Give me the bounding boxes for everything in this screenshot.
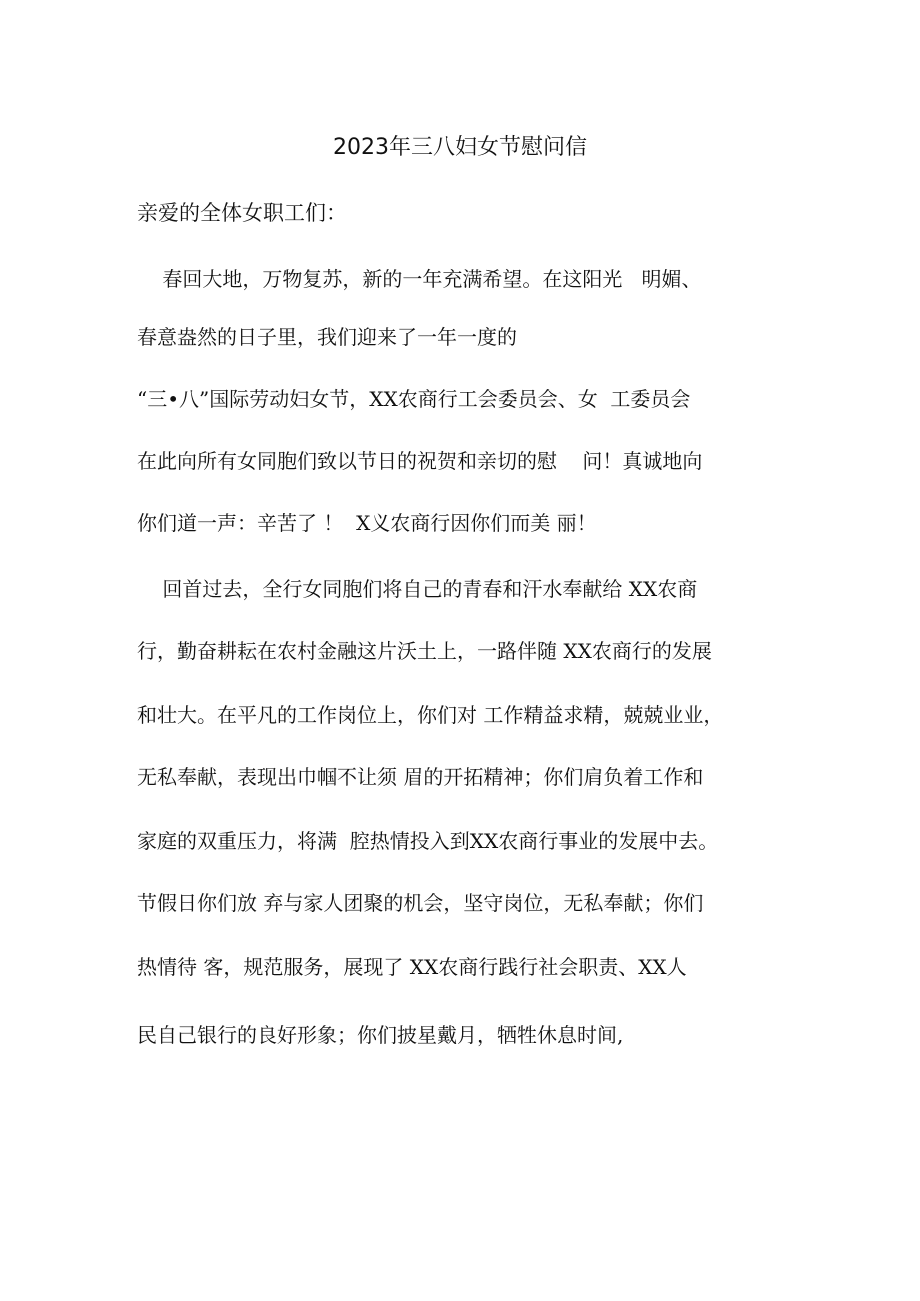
body-line: 回首过去，全行女同胞们将自己的青春和汗水奉献给 XX农商 — [137, 577, 698, 601]
body-line: 春意盎然的日子里，我们迎来了一年一度的 — [137, 325, 517, 349]
letter-title: 2023年三八妇女节慰问信 — [333, 135, 587, 160]
body-line: 你们道一声：辛苦了 ！ X义农商行因你们而美 丽！ — [137, 511, 597, 535]
body-line: 行，勤奋耕耘在农村金融这片沃土上，一路伴随 XX农商行的发展 — [137, 639, 712, 663]
body-line: “三•八”国际劳动妇女节，XX农商行工会委员会、女 工委员会 — [137, 387, 691, 411]
body-line: 民自己银行的良好形象；你们披星戴月，牺牲休息时间, — [137, 1023, 624, 1047]
body-line: 在此向所有女同胞们致以节日的祝贺和亲切的慰 问！真诚地向 — [137, 449, 703, 473]
body-line: 和壮大。在平凡的工作岗位上，你们对 工作精益求精，兢兢业业， — [137, 703, 724, 727]
body-line: 热情待 客，规范服务，展现了 XX农商行践行社会职责、XX人 — [137, 955, 687, 979]
body-line: 节假日你们放 弃与家人团聚的机会，坚守岗位，无私奉献；你们 — [137, 891, 704, 915]
salutation: 亲爱的全体女职工们： — [137, 201, 347, 225]
body-line: 无私奉献，表现出巾帼不让须 眉的开拓精神；你们肩负着工作和 — [137, 765, 704, 789]
body-line: 家庭的双重压力，将满 腔热情投入到XX农商行事业的发展中去。 — [137, 829, 719, 853]
body-line: 春回大地，万物复苏，新的一年充满希望。在这阳光 明媚、 — [137, 267, 702, 291]
